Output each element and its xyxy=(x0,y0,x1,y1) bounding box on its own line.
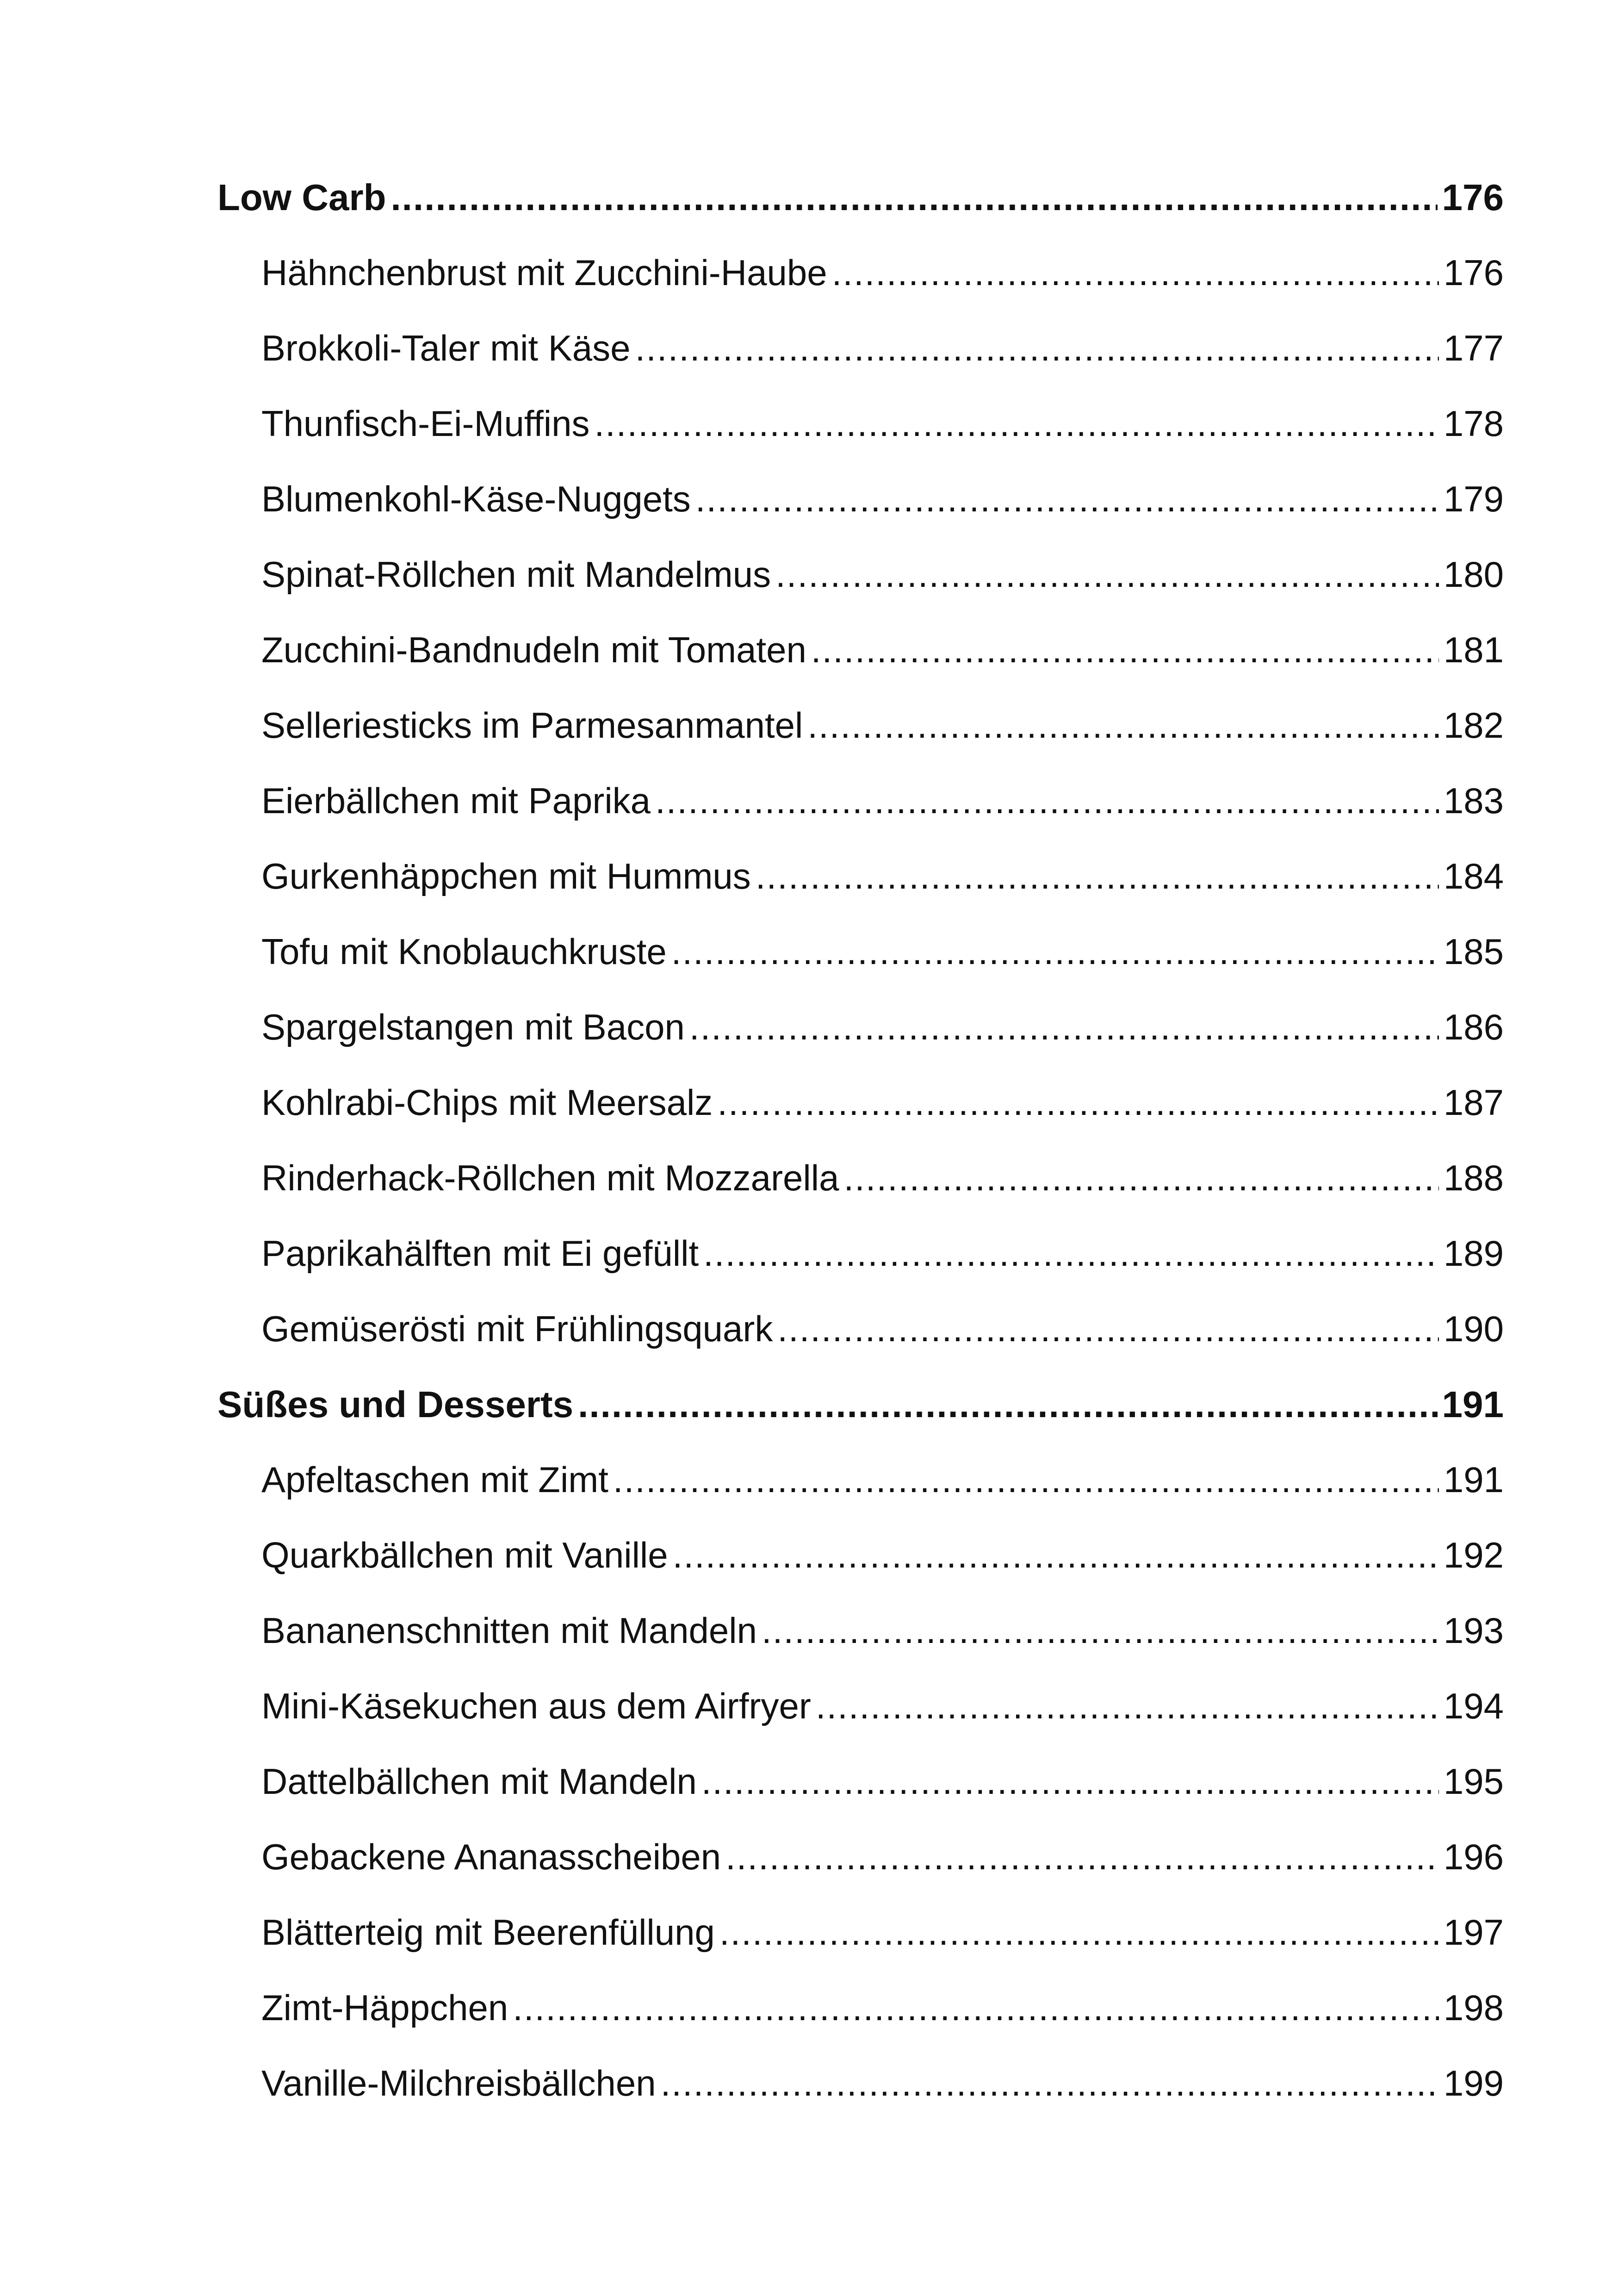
toc-entry[interactable] xyxy=(217,537,1504,612)
dot-leader xyxy=(843,1140,1438,1216)
toc-entry-title: Mini-Käsekuchen aus dem Airfryer xyxy=(261,1686,811,1726)
toc-page-number: 191 xyxy=(1442,1384,1504,1425)
toc-entry-title: Zimt-Häppchen xyxy=(261,1987,508,2028)
toc-page-number: 177 xyxy=(1443,328,1504,368)
toc-entry-title: Hähnchenbrust mit Zucchini-Haube xyxy=(261,252,827,293)
toc-page-number: 196 xyxy=(1443,1836,1504,1877)
toc-entry[interactable] xyxy=(217,688,1504,763)
dot-leader xyxy=(717,1065,1439,1140)
toc-entry-title: Spinat-Röllchen mit Mandelmus xyxy=(261,554,771,595)
toc-entry-title: Zucchini-Bandnudeln mit Tomaten xyxy=(261,629,806,670)
toc-page-number: 190 xyxy=(1443,1308,1504,1349)
toc-page-number: 178 xyxy=(1443,403,1504,444)
toc-page-number: 176 xyxy=(1442,177,1504,218)
toc-entry[interactable] xyxy=(217,1744,1504,1819)
toc-entry-title: Gebackene Ananasscheiben xyxy=(261,1836,721,1877)
dot-leader xyxy=(762,1593,1439,1668)
toc-entry[interactable] xyxy=(217,2046,1504,2121)
toc-entry[interactable] xyxy=(217,763,1504,839)
toc-entry-title: Vanille-Milchreisbällchen xyxy=(261,2063,656,2103)
dot-leader xyxy=(719,1895,1439,1970)
toc-page-number: 187 xyxy=(1443,1082,1504,1123)
dot-leader xyxy=(578,1367,1437,1442)
dot-leader xyxy=(661,2046,1439,2121)
toc-entry-title: Tofu mit Knoblauchkruste xyxy=(261,931,667,972)
toc-page-number: 192 xyxy=(1443,1535,1504,1575)
toc-entry[interactable] xyxy=(217,1668,1504,1744)
toc-page-number: 191 xyxy=(1443,1459,1504,1500)
dot-leader xyxy=(673,1518,1439,1593)
toc-entry-title: Selleriesticks im Parmesanmantel xyxy=(261,705,803,746)
toc-entry[interactable] xyxy=(217,386,1504,461)
dot-leader xyxy=(594,386,1438,461)
dot-leader xyxy=(613,1442,1439,1518)
toc-entry[interactable] xyxy=(217,235,1504,311)
toc-entry[interactable] xyxy=(217,1819,1504,1895)
toc-entry-title: Rinderhack-Röllchen mit Mozzarella xyxy=(261,1157,839,1198)
toc-entry[interactable] xyxy=(217,1140,1504,1216)
toc-section[interactable] xyxy=(217,1367,1504,1442)
toc-page-number: 195 xyxy=(1443,1761,1504,1802)
toc-entry-title: Eierbällchen mit Paprika xyxy=(261,780,651,821)
toc-section[interactable] xyxy=(217,160,1504,235)
toc-entry[interactable] xyxy=(217,1065,1504,1140)
dot-leader xyxy=(725,1819,1439,1895)
toc-page-number: 185 xyxy=(1443,931,1504,972)
dot-leader xyxy=(655,763,1439,839)
dot-leader xyxy=(695,461,1439,537)
toc-entry[interactable] xyxy=(217,1970,1504,2046)
dot-leader xyxy=(635,311,1439,386)
dot-leader xyxy=(756,839,1439,914)
dot-leader xyxy=(703,1216,1439,1291)
toc-entry-title: Apfeltaschen mit Zimt xyxy=(261,1459,608,1500)
dot-leader xyxy=(832,235,1439,311)
toc-entry-title: Blätterteig mit Beerenfüllung xyxy=(261,1912,715,1953)
toc-entry-title: Blumenkohl-Käse-Nuggets xyxy=(261,479,691,519)
toc-entry-title: Gurkenhäppchen mit Hummus xyxy=(261,856,751,896)
table-of-contents xyxy=(217,160,1504,2121)
dot-leader xyxy=(775,537,1439,612)
toc-entry[interactable] xyxy=(217,1518,1504,1593)
toc-entry-title: Dattelbällchen mit Mandeln xyxy=(261,1761,697,1802)
dot-leader xyxy=(391,160,1437,235)
toc-page-number: 189 xyxy=(1443,1233,1504,1274)
toc-entry[interactable] xyxy=(217,1895,1504,1970)
toc-page-number: 184 xyxy=(1443,856,1504,896)
toc-entry-title: Bananenschnitten mit Mandeln xyxy=(261,1610,757,1651)
toc-entry-title: Kohlrabi-Chips mit Meersalz xyxy=(261,1082,713,1123)
dot-leader xyxy=(689,989,1439,1065)
toc-entry[interactable] xyxy=(217,461,1504,537)
toc-entry[interactable] xyxy=(217,839,1504,914)
toc-page-number: 199 xyxy=(1443,2063,1504,2103)
toc-entry[interactable] xyxy=(217,914,1504,989)
dot-leader xyxy=(513,1970,1439,2046)
toc-entry-title: Brokkoli-Taler mit Käse xyxy=(261,328,631,368)
toc-page-number: 194 xyxy=(1443,1686,1504,1726)
toc-page-number: 197 xyxy=(1443,1912,1504,1953)
toc-page-number: 188 xyxy=(1443,1157,1504,1198)
toc-entry-title: Paprikahälften mit Ei gefüllt xyxy=(261,1233,699,1274)
toc-entry[interactable] xyxy=(217,1593,1504,1668)
toc-entry-title: Spargelstangen mit Bacon xyxy=(261,1007,685,1047)
toc-entry-title: Quarkbällchen mit Vanille xyxy=(261,1535,668,1575)
dot-leader xyxy=(807,688,1438,763)
toc-section-title: Low Carb xyxy=(217,177,386,218)
toc-page-number: 176 xyxy=(1443,252,1504,293)
toc-page-number: 179 xyxy=(1443,479,1504,519)
dot-leader xyxy=(811,612,1439,688)
dot-leader xyxy=(816,1668,1439,1744)
toc-entry[interactable] xyxy=(217,989,1504,1065)
toc-entry[interactable] xyxy=(217,1291,1504,1367)
toc-entry[interactable] xyxy=(217,612,1504,688)
toc-entry[interactable] xyxy=(217,1442,1504,1518)
toc-entry-title: Thunfisch-Ei-Muffins xyxy=(261,403,590,444)
toc-section-title: Süßes und Desserts xyxy=(217,1384,574,1425)
toc-entry-title: Gemüserösti mit Frühlingsquark xyxy=(261,1308,773,1349)
toc-page-number: 186 xyxy=(1443,1007,1504,1047)
toc-page-number: 180 xyxy=(1443,554,1504,595)
toc-page-number: 181 xyxy=(1443,629,1504,670)
dot-leader xyxy=(671,914,1439,989)
toc-page-number: 183 xyxy=(1443,780,1504,821)
dot-leader xyxy=(777,1291,1438,1367)
toc-page-number: 193 xyxy=(1443,1610,1504,1651)
toc-entry[interactable] xyxy=(217,1216,1504,1291)
dot-leader xyxy=(701,1744,1439,1819)
toc-page-number: 198 xyxy=(1443,1987,1504,2028)
toc-page-number: 182 xyxy=(1443,705,1504,746)
toc-entry[interactable] xyxy=(217,311,1504,386)
